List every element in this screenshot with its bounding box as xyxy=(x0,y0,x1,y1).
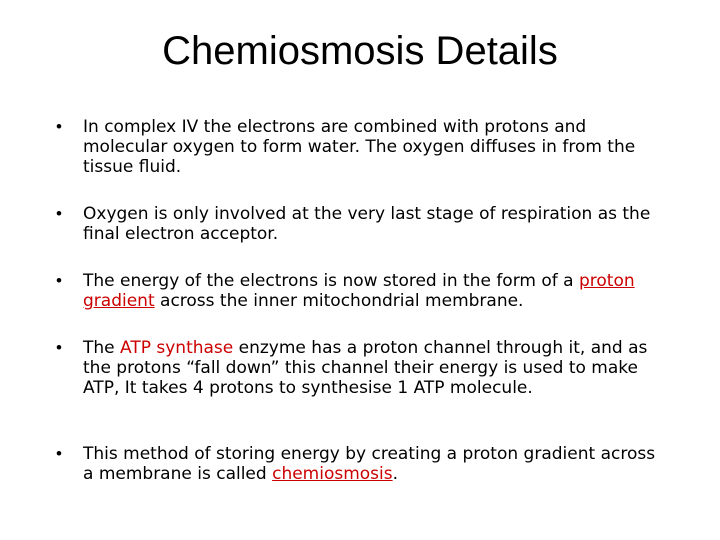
bullet-text xyxy=(83,444,666,484)
bullet-text-after: enzyme has a proton channel through it, and as the protons “fall down” this channel their energy is used to make ATP, It takes 4 protons to synthesise 1 ATP molecule. xyxy=(83,338,648,398)
bullet-item xyxy=(56,444,666,484)
bullet-text-before: The xyxy=(83,338,121,358)
bullet-dot-icon: • xyxy=(56,271,62,290)
bullet-text: In complex IV the electrons are combined with protons and molecular oxygen to form water. The oxygen diffuses in from the tissue fluid. xyxy=(83,117,636,177)
bullet-text-after: . xyxy=(392,464,399,484)
bullet-dot-icon: • xyxy=(56,338,62,357)
slide-title: Chemiosmosis Details xyxy=(162,29,558,73)
bullet-item xyxy=(56,271,666,311)
bullet-text: Oxygen is only involved at the very last stage of respiration as the final electron acceptor. xyxy=(83,204,651,244)
chemiosmosis-link[interactable]: chemiosmosis xyxy=(272,464,393,484)
bullet-item xyxy=(56,338,666,398)
proton-gradient-link[interactable]: proton gradient xyxy=(83,271,635,311)
bullet-text xyxy=(83,338,666,398)
bullet-text-after: across the inner mitochondrial membrane. xyxy=(154,291,524,311)
bullet-text xyxy=(83,271,666,311)
bullet-dot-icon: • xyxy=(56,204,62,223)
bullet-item xyxy=(56,117,666,177)
bullet-dot-icon: • xyxy=(56,117,62,136)
bullet-text-before: This method of storing energy by creating a proton gradient across a membrane is called xyxy=(83,444,656,484)
bullet-dot-icon: • xyxy=(56,444,62,463)
bullet-text-before: The energy of the electrons is now stored in the form of a xyxy=(83,271,579,291)
bullet-item xyxy=(56,204,666,244)
atp-synthase-term: ATP synthase xyxy=(120,338,234,358)
